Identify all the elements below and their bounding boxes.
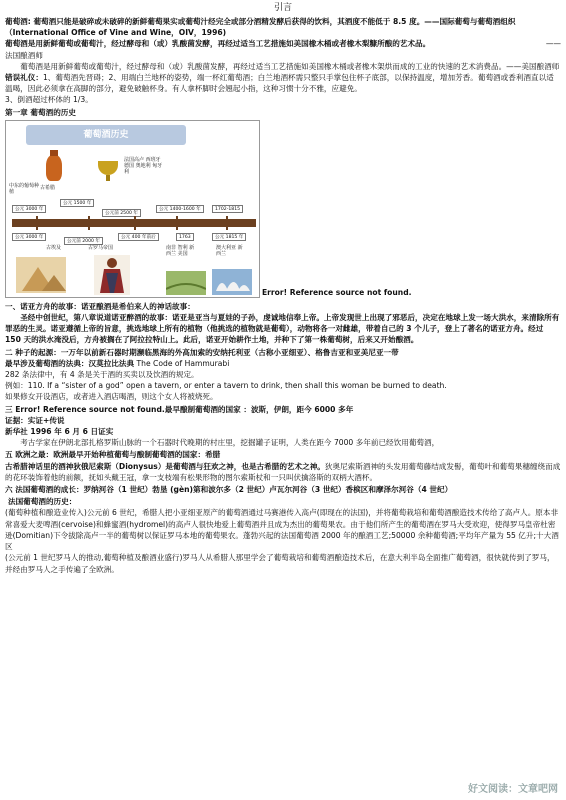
section-5-subtitle: 古希腊神话里的酒神狄俄尼索斯（Dionysus）是葡萄酒与狂欢之神，也是古希腊的艺术之神。 bbox=[5, 461, 325, 471]
history-figure-row bbox=[5, 120, 561, 300]
label-australia: 澳大利亚 新西兰 bbox=[216, 244, 243, 257]
section-3-proof: 证据：实证+传说 bbox=[5, 415, 65, 425]
label-amphora: 古希腊 bbox=[40, 184, 56, 191]
law-body: 282 条法律中，有 4 条是关于酒的买卖以及饮酒的规定。 bbox=[5, 370, 199, 380]
etiquette-text: 1、葡萄酒先晋碍；2、用端白兰地杯的姿势，端一杯红葡萄酒；白兰地酒杯需只整只手掌包住杯子底部，以保持温度，增加芳香。葡萄酒或香利酒直以适温喝，因此必须拿在高脚的部分，避免破触杯身。有人拿杯脚时会翘起小指，这种习惯十分不雅，应避免。 bbox=[5, 73, 554, 94]
wine-cup-icon bbox=[98, 161, 118, 175]
definition-french: 葡萄酒是用新鲜葡萄或葡萄汁，经过酵母和（或）乳酸菌发酵，再经过适当工艺措施如美国橡木桶或者橡木梨糠所酿的艺术品。 bbox=[5, 39, 431, 49]
watermark-footer: 好文阅读：文章吧网 bbox=[468, 784, 558, 795]
date-bottom-3: 公元 400 年前后 bbox=[118, 233, 159, 241]
label-left: 中东的葡萄种植 bbox=[9, 182, 40, 195]
section-5-para bbox=[5, 461, 561, 483]
timeline-mark bbox=[176, 216, 178, 230]
section-3-heading: 三 Error! Reference source not found. bbox=[5, 404, 165, 414]
pyramid-image bbox=[16, 257, 66, 293]
date-top-3: 公元前 2500 年 bbox=[102, 209, 141, 217]
timeline-mark bbox=[36, 216, 38, 230]
date-top-2: 公元 1500 年 bbox=[60, 199, 94, 207]
section-2-heading-rest: 一万年以前新石器时期濒临黑海的外高加索的安纳托利亚（古称小亚细亚）、格鲁吉亚和亚美尼亚一带 bbox=[60, 347, 399, 357]
law-title-line bbox=[5, 358, 561, 369]
definition-french-dash: —— bbox=[545, 39, 561, 49]
section-2-heading: 二 种子的起源： bbox=[5, 347, 61, 357]
etiquette-item-3: 3、倒酒超过杯体的 1/3。 bbox=[5, 95, 93, 105]
section-2-title bbox=[5, 347, 561, 358]
roman-statue-image bbox=[94, 255, 130, 295]
label-cup: 法国高卢 西班牙 德国 奥地利 匈牙利 bbox=[124, 156, 163, 175]
date-bottom-4: 1763 bbox=[176, 233, 194, 241]
date-bottom-2: 公元前 2000 年 bbox=[64, 237, 103, 245]
section-1-body: 圣经中创世纪，第八章说道诺亚醉酒的故事：诺亚是亚当与夏娃的子孙，虔诚地信奉上帝。上帝发现世上出现了邪恶后，决定在地球上发一场大洪水，来清除所有罪恶的生灵。诺亚遵循上帝的旨意，挑选地球上所有的植物（他挑选的植物就是葡萄），动物将各一对雌雄，带着自己的 3 个儿子，登上了著名的诺亚方舟。经过 150 天的洪水淹没后，方舟被搁在了阿拉拉特山上。此后，诺亚开始耕作土地，并种下了第一株葡萄树，后来又开始酿酒。 bbox=[5, 313, 560, 345]
section-1-heading-rest: 诺亚酿酒是希伯来人的神话故事： bbox=[80, 301, 195, 311]
law-title: 最早涉及葡萄酒的法典：汉莫拉比法典 bbox=[5, 358, 135, 368]
section-6-body-1: (葡萄种植和酿造业传入)公元前 6 世纪，希腊人把小亚细亚原产的葡萄酒通过马赛港传入高卢(即现在的法国)，并将葡萄栽培和葡萄酒酿造技术传给了高卢人。原本非常喜爱大麦啤酒(cervoise)和蜂蜜酒(hydromel)的高卢人很快地爱上葡萄酒并且成为杰出的葡萄果农。由于他们所产生的葡萄酒在罗马大受欢迎，使得罗马皇帝杜密逊(Domitian)下令拔除高卢一半的葡萄树以保证罗马本地的葡萄果农。蓬勃兴起的法国葡萄酒 2000 年的酿酒工艺;50000 余种葡萄酒;平均年产量为 55 亿升;十大酒区 bbox=[5, 508, 559, 552]
section-3-news: 新华社 1996 年 6 月 6 日证实 bbox=[5, 427, 114, 437]
section-5-title: 五 欧洲之最：欧洲最早开始种植葡萄与酿制葡萄酒的国家：希腊 bbox=[5, 450, 221, 460]
wine-history-figure bbox=[5, 120, 260, 298]
definition-american: 葡萄酒是用新鲜葡萄或葡萄汁，经过酵母和（或）乳酸菌发酵，再经过适当工艺措施如美国橡木桶或者橡木架烘而成的工业的快速的艺术消费品。——美国酿酒师 bbox=[20, 61, 560, 71]
date-top-4: 公元 1400-1600 年 bbox=[156, 205, 204, 213]
section-5-body: 狄奥尼索斯酒神的头发用葡萄藤结成发髻，葡萄叶和葡萄果穗缠绕而成的花环装饰着他的前额，抚如头戴王冠，拿一支枝端有松果形物的图尔索斯杖和一只叫伏擒洛斯的双柄大酒杯。 bbox=[5, 461, 561, 482]
timeline-mark bbox=[226, 216, 228, 230]
law-example-cn: 如果修女开设酒店，或者进入酒店喝酒，则这个女人将被烧死。 bbox=[5, 392, 218, 402]
date-top-1: 公元 3000 年 bbox=[12, 205, 46, 213]
section-3-body: 考古学家在伊朗北部扎格罗斯山脉的一个石器时代晚期的村庄里，挖掘罐子证明，人类在距今 7000 多年前已经饮用葡萄酒， bbox=[20, 438, 440, 448]
figure-error-text: Error! Reference source not found. bbox=[262, 287, 412, 297]
section-1-title bbox=[5, 301, 561, 312]
vineyard-image bbox=[166, 271, 206, 295]
figure-banner: 葡萄酒历史 bbox=[26, 125, 186, 145]
chapter-title: 第一章 葡萄酒的历史 bbox=[5, 107, 76, 117]
section-6-body-2: (公元前 1 世纪罗马人的推动,葡萄种植及酿酒业盛行)罗马人从希腊人那里学会了葡萄栽培和葡萄酒酿造技术后，在意大利半岛全面推广葡萄酒，很快就传到了罗马，并经由罗马人之手传遍了全欧洲。 bbox=[5, 553, 555, 574]
section-3-title bbox=[5, 404, 561, 415]
opera-house-image bbox=[212, 269, 252, 295]
label-egypt: 古埃及 bbox=[46, 244, 62, 251]
definition-french-row bbox=[5, 38, 561, 49]
date-top-5: 1702-1815 bbox=[212, 205, 243, 213]
law-title-en: The Code of Hammurabi bbox=[136, 358, 230, 368]
amphora-icon bbox=[46, 155, 62, 181]
date-bottom-5: 公元 1815 年 bbox=[212, 233, 246, 241]
section-6-subtitle: 法国葡萄酒的历史： bbox=[8, 497, 77, 507]
page-title: 引言 bbox=[273, 3, 292, 13]
label-newworld: 南非 智利 新西兰 美国 bbox=[166, 244, 195, 257]
section-6-title: 六 法国葡萄酒的成长：罗纳河谷（1 世纪）勃垦 (gèn)第和波尔多（2 世纪）卢瓦尔河谷（3 世纪）香槟区和摩泽尔河谷（4 世纪） bbox=[5, 485, 453, 495]
timeline-mark bbox=[88, 216, 90, 230]
section-3-heading-rest: 最早酿制葡萄酒的国家 ：波斯，伊朗，距今 6000 多年 bbox=[164, 404, 354, 414]
label-rome: 古罗马帝国 bbox=[88, 244, 114, 251]
section-1-heading: 一、诺亚方舟的故事： bbox=[5, 301, 81, 311]
definition-french-source: 法国酿酒师 bbox=[5, 50, 43, 60]
etiquette-label: 错误礼仪： bbox=[5, 73, 43, 83]
definition-oiv: 葡萄酒: 葡萄酒只能是破碎或未破碎的新鲜葡萄果实或葡萄汁经完全或部分酒精发酵后获得的饮料，其酒度不能低于 8.5 度。——国际葡萄与葡萄酒组织（International Office of Vine and Wine，OIV，1996) bbox=[5, 17, 516, 38]
date-bottom-1: 公元 3000 年 bbox=[12, 233, 46, 241]
law-example: 例如：110. If a “sister of a god” open a tavern, or enter a tavern to drink, then shall this woman be burned to death. bbox=[5, 381, 447, 391]
etiquette-paragraph bbox=[5, 72, 561, 94]
timeline-mark bbox=[134, 216, 136, 230]
